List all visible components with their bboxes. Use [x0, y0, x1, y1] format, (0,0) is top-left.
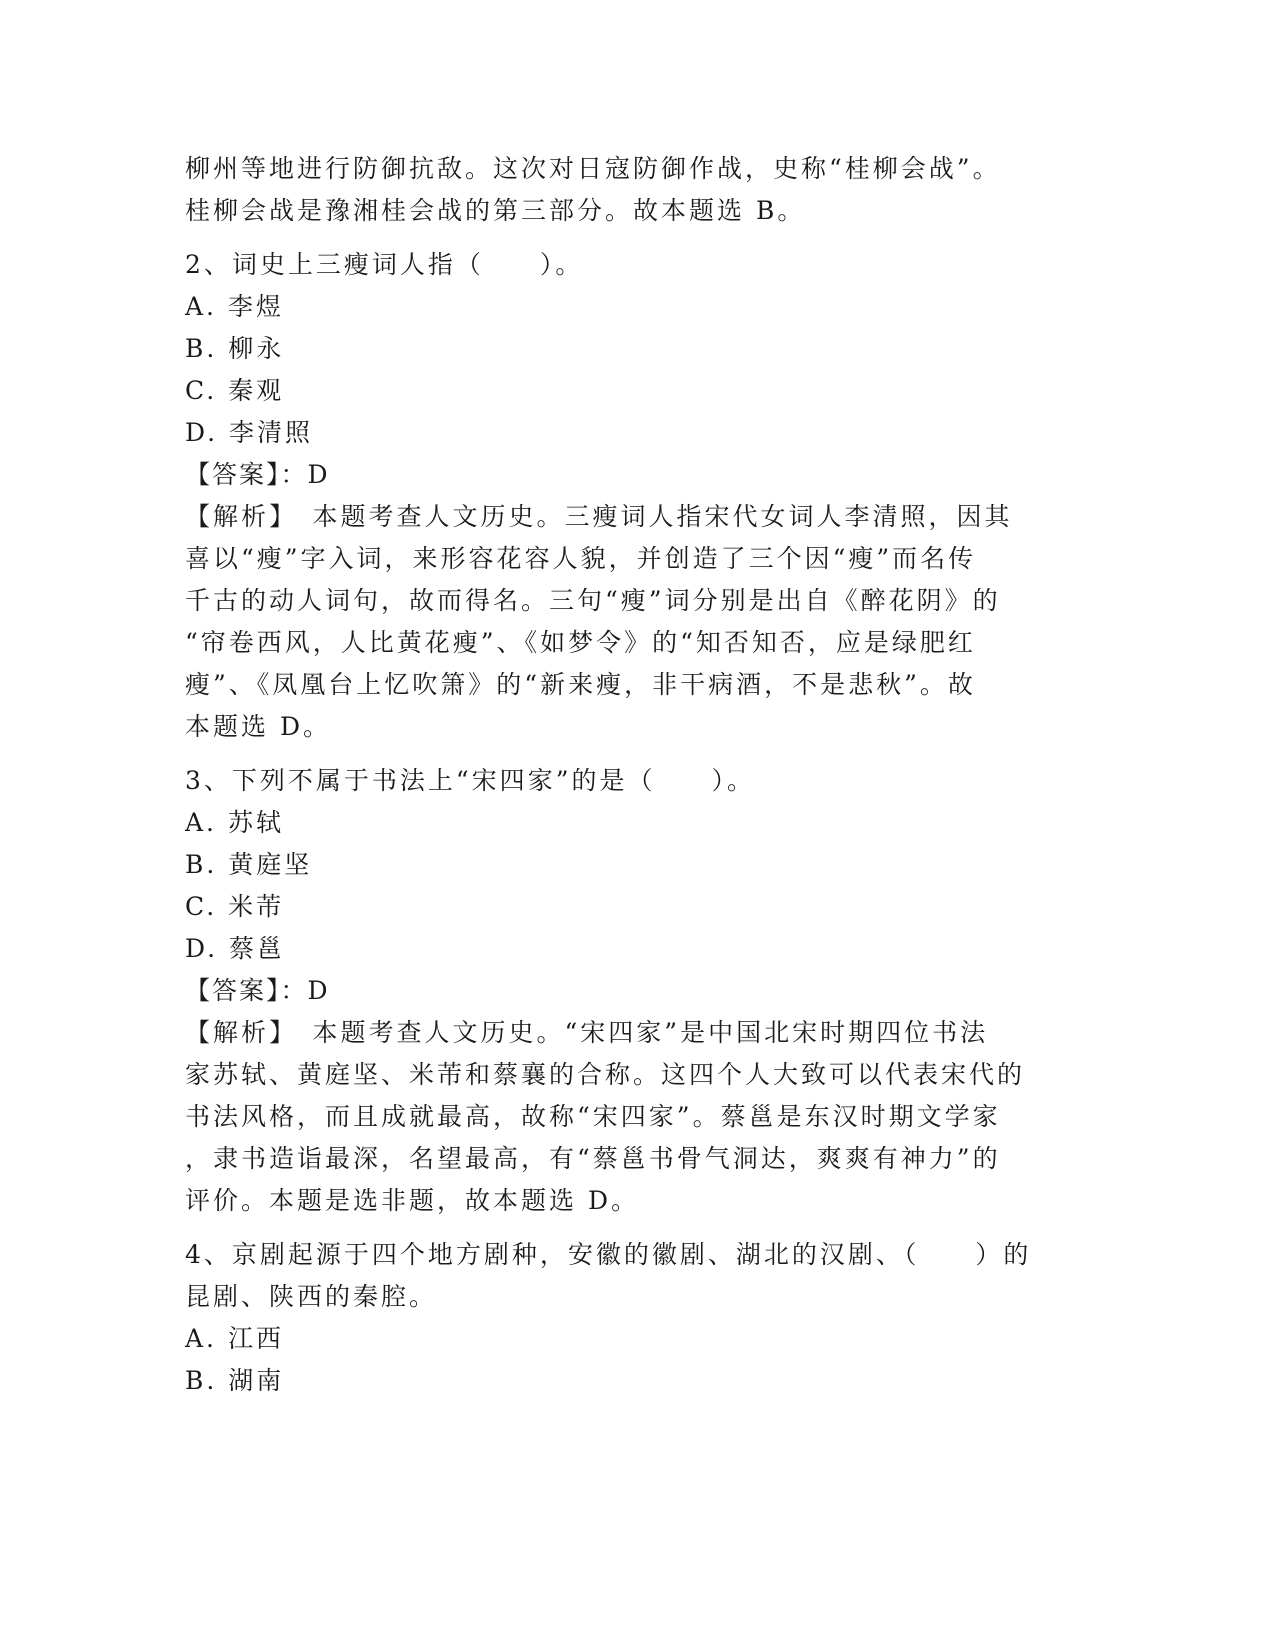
- question-2-analysis-line: 千古的动人词句，故而得名。三句“瘦”词分别是出自《醉花阴》的: [185, 586, 1001, 615]
- intro-line: 柳州等地进行防御抗敌。这次对日寇防御作战，史称“桂柳会战”。: [185, 154, 1001, 183]
- question-2-analysis-line: 本题选 D。: [185, 712, 331, 741]
- question-2-stem: 2、词史上三瘦词人指（ ）。: [185, 250, 584, 279]
- question-3-stem: 3、下列不属于书法上“宋四家”的是（ ）。: [185, 766, 755, 795]
- question-2-option-d: D. 李清照: [185, 418, 314, 447]
- document-page: [185, 148, 1085, 1402]
- question-2-option-c: C. 秦观: [185, 376, 285, 405]
- question-4-stem-line: 昆剧、陕西的秦腔。: [185, 1282, 438, 1311]
- question-2-option-b: B. 柳永: [185, 334, 285, 363]
- question-3-analysis-line: ，隶书造诣最深，名望最高，有“蔡邕书骨气洞达，爽爽有神力”的: [185, 1144, 1001, 1173]
- question-3-analysis-line: 评价。本题是选非题，故本题选 D。: [185, 1186, 639, 1215]
- question-3-answer: 【答案】：D: [185, 976, 330, 1005]
- question-3-analysis-line: 家苏轼、黄庭坚、米芾和蔡襄的合称。这四个人大致可以代表宋代的: [185, 1060, 1026, 1089]
- question-4-stem-line: 4、京剧起源于四个地方剧种，安徽的徽剧、湖北的汉剧、（ ）的: [185, 1240, 1032, 1269]
- question-3-option-c: C. 米芾: [185, 892, 285, 921]
- question-3-option-a: A. 苏轼: [185, 808, 284, 837]
- question-2-analysis-line: “帘卷西风，人比黄花瘦”、《如梦令》的“知否知否，应是绿肥红: [185, 628, 976, 657]
- question-2-analysis-line: 喜以“瘦”字入词，来形容花容人貌，并创造了三个因“瘦”而名传: [185, 544, 977, 573]
- question-4-option-a: A. 江西: [185, 1324, 284, 1353]
- question-3-analysis-line: 书法风格，而且成就最高，故称“宋四家”。蔡邕是东汉时期文学家: [185, 1102, 1001, 1131]
- question-2-analysis-line: 瘦”、《凤凰台上忆吹箫》的“新来瘦，非干病酒，不是悲秋”。故: [185, 670, 976, 699]
- question-3-option-d: D. 蔡邕: [185, 934, 286, 963]
- question-3-option-b: B. 黄庭坚: [185, 850, 313, 879]
- intro-line: 桂柳会战是豫湘桂会战的第三部分。故本题选 B。: [185, 196, 806, 225]
- question-2-option-a: A. 李煜: [185, 292, 284, 321]
- question-4-option-b: B. 湖南: [185, 1366, 285, 1395]
- question-2-answer: 【答案】：D: [185, 460, 330, 489]
- question-3-analysis-line: 【解析】 本题考查人文历史。“宋四家”是中国北宋时期四位书法: [185, 1018, 989, 1047]
- question-2-analysis-line: 【解析】 本题考查人文历史。三瘦词人指宋代女词人李清照，因其: [185, 502, 1013, 531]
